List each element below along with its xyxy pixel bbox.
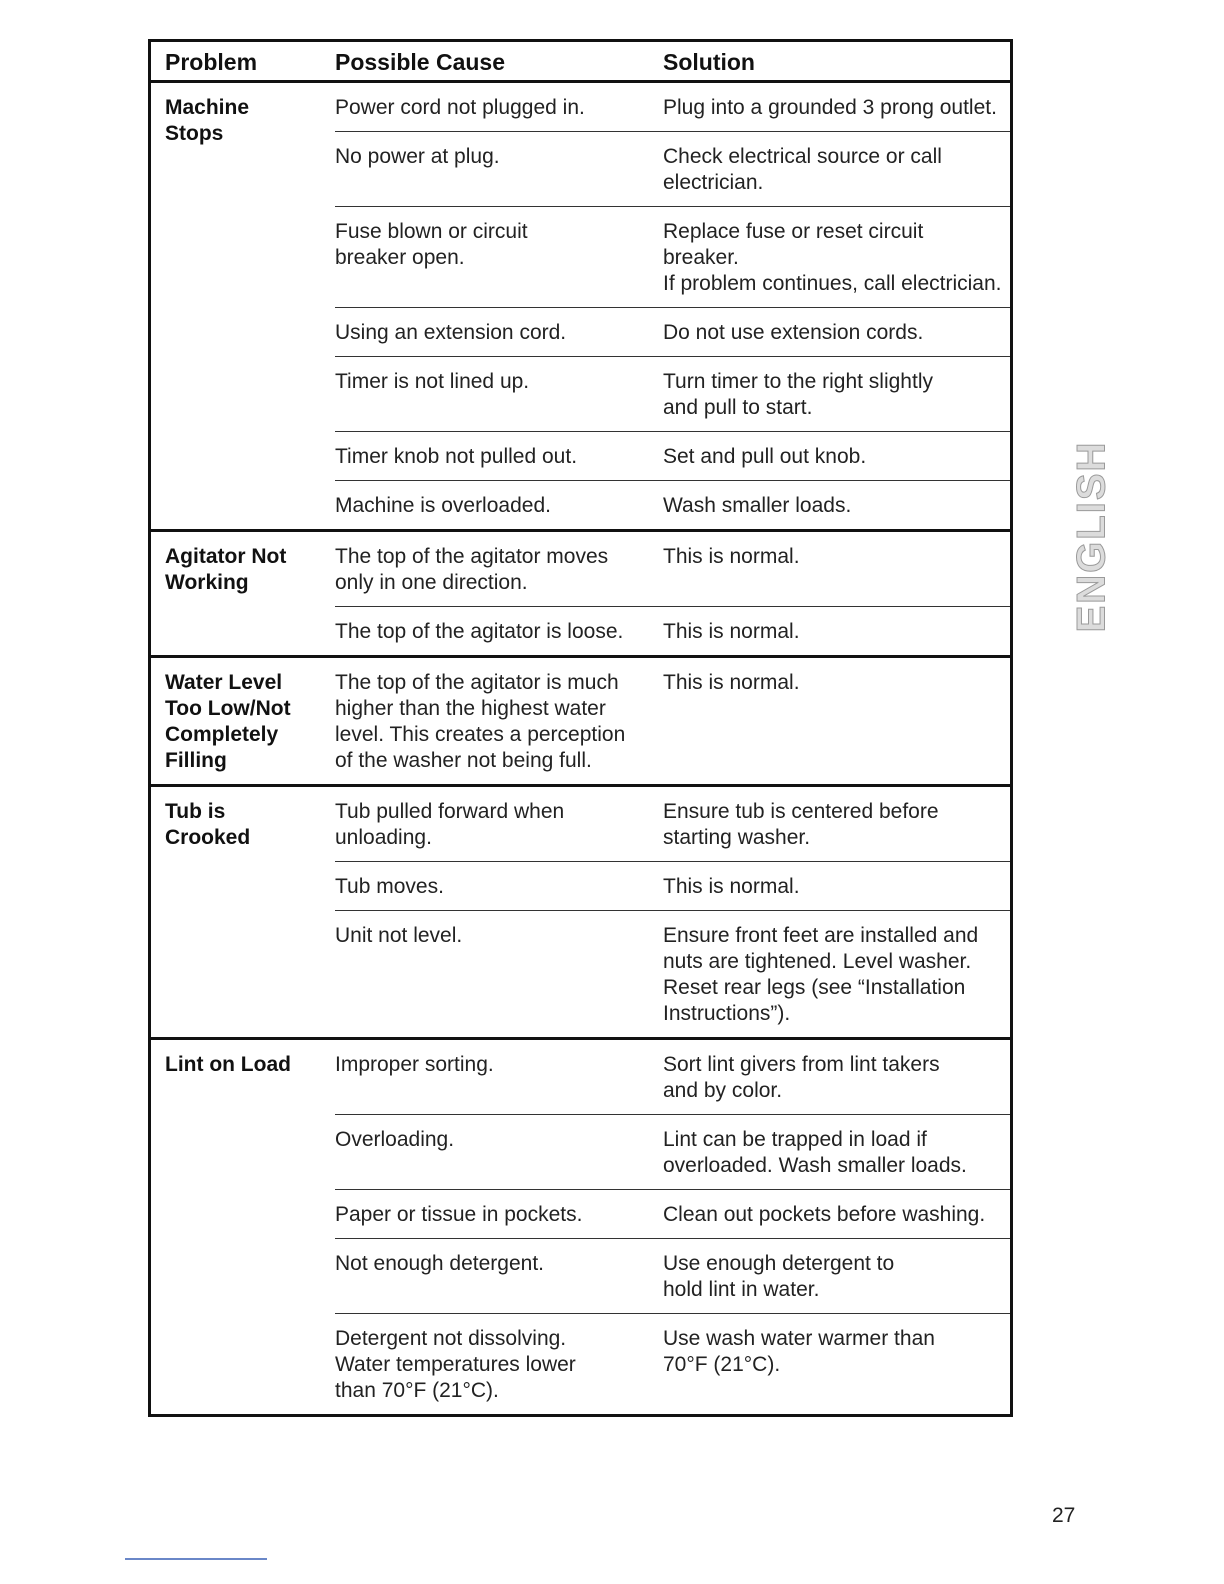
header-possible-cause: Possible Cause xyxy=(335,49,506,75)
table-row xyxy=(335,207,1010,308)
problem-group-agitator-not-working xyxy=(151,532,1010,658)
problem-label: Agitator Not Working xyxy=(165,545,287,594)
solution-cell: This is normal. xyxy=(663,671,800,694)
table-row xyxy=(335,132,1010,207)
problem-label: Lint on Load xyxy=(165,1053,291,1076)
solution-cell: Clean out pockets before washing. xyxy=(663,1203,986,1226)
cause-cell: Timer is not lined up. xyxy=(335,370,530,393)
solution-cell: Check electrical source or call electrician. xyxy=(663,145,942,194)
table-row xyxy=(335,357,1010,432)
problem-label: Tub is Crooked xyxy=(165,800,251,849)
table-row xyxy=(335,1190,1010,1239)
table-row xyxy=(335,862,1010,911)
table-row xyxy=(335,1040,1010,1115)
cause-cell: Paper or tissue in pockets. xyxy=(335,1203,583,1226)
cause-cell: Using an extension cord. xyxy=(335,321,567,344)
solution-cell: Set and pull out knob. xyxy=(663,445,867,468)
solution-cell: Sort lint givers from lint takers and by color. xyxy=(663,1053,940,1102)
cause-cell: Not enough detergent. xyxy=(335,1252,544,1275)
table-row xyxy=(335,1239,1010,1314)
cause-cell: No power at plug. xyxy=(335,145,500,168)
solution-cell: This is normal. xyxy=(663,875,800,898)
cause-cell: The top of the agitator is much higher than the highest water level. This creates a perception of the washer not being full. xyxy=(335,671,626,772)
solution-cell: Replace fuse or reset circuit breaker. If problem continues, call electrician. xyxy=(663,220,1002,295)
cause-cell: Unit not level. xyxy=(335,924,463,947)
cause-cell: Tub pulled forward when unloading. xyxy=(335,800,565,849)
cause-cell: Improper sorting. xyxy=(335,1053,494,1076)
table-row xyxy=(335,532,1010,607)
cause-cell: Overloading. xyxy=(335,1128,455,1151)
table-row xyxy=(335,308,1010,357)
cause-cell: The top of the agitator moves only in one direction. xyxy=(335,545,609,594)
solution-cell: Do not use extension cords. xyxy=(663,321,924,344)
troubleshooting-table xyxy=(148,39,1013,1417)
cause-cell: Detergent not dissolving. Water temperatures lower than 70°F (21°C). xyxy=(335,1327,576,1402)
problem-label: Water Level Too Low/Not Completely Filling xyxy=(165,671,291,772)
table-row xyxy=(335,481,1010,529)
solution-cell: Ensure front feet are installed and nuts are tightened. Level washer. Reset rear legs (see “Installation Instructions”). xyxy=(663,924,979,1025)
table-row xyxy=(335,1115,1010,1190)
table-row xyxy=(335,1314,1010,1414)
problem-group-machine-stops xyxy=(151,83,1010,532)
cause-cell: Machine is overloaded. xyxy=(335,494,551,517)
page-number: 27 xyxy=(1052,1504,1076,1527)
header-solution: Solution xyxy=(663,49,755,75)
problem-group-tub-crooked xyxy=(151,787,1010,1040)
table-row xyxy=(335,432,1010,481)
solution-cell: Use enough detergent to hold lint in water. xyxy=(663,1252,895,1301)
language-label: ENGLISH xyxy=(1069,440,1114,632)
solution-cell: Ensure tub is centered before starting washer. xyxy=(663,800,939,849)
language-side-tab xyxy=(1069,422,1114,650)
cause-cell: Power cord not plugged in. xyxy=(335,96,585,119)
cause-cell: Timer knob not pulled out. xyxy=(335,445,578,468)
table-row xyxy=(335,658,1010,784)
solution-cell: Wash smaller loads. xyxy=(663,494,852,517)
footer-rule xyxy=(125,1558,267,1560)
solution-cell: Turn timer to the right slightly and pull to start. xyxy=(663,370,933,419)
table-row xyxy=(335,607,1010,655)
problem-group-water-level xyxy=(151,658,1010,787)
table-header xyxy=(151,42,1010,83)
cause-cell: The top of the agitator is loose. xyxy=(335,620,624,643)
table-row xyxy=(335,787,1010,862)
problem-group-lint-on-load xyxy=(151,1040,1010,1414)
solution-cell: Use wash water warmer than 70°F (21°C). xyxy=(663,1327,935,1376)
table-row xyxy=(335,911,1010,1037)
cause-cell: Tub moves. xyxy=(335,875,444,898)
solution-cell: Plug into a grounded 3 prong outlet. xyxy=(663,96,997,119)
solution-cell: This is normal. xyxy=(663,545,800,568)
solution-cell: Lint can be trapped in load if overloaded. Wash smaller loads. xyxy=(663,1128,967,1177)
cause-cell: Fuse blown or circuit breaker open. xyxy=(335,220,528,269)
problem-label: Machine Stops xyxy=(165,96,250,145)
table-row xyxy=(335,83,1010,132)
header-problem: Problem xyxy=(165,49,258,75)
solution-cell: This is normal. xyxy=(663,620,800,643)
